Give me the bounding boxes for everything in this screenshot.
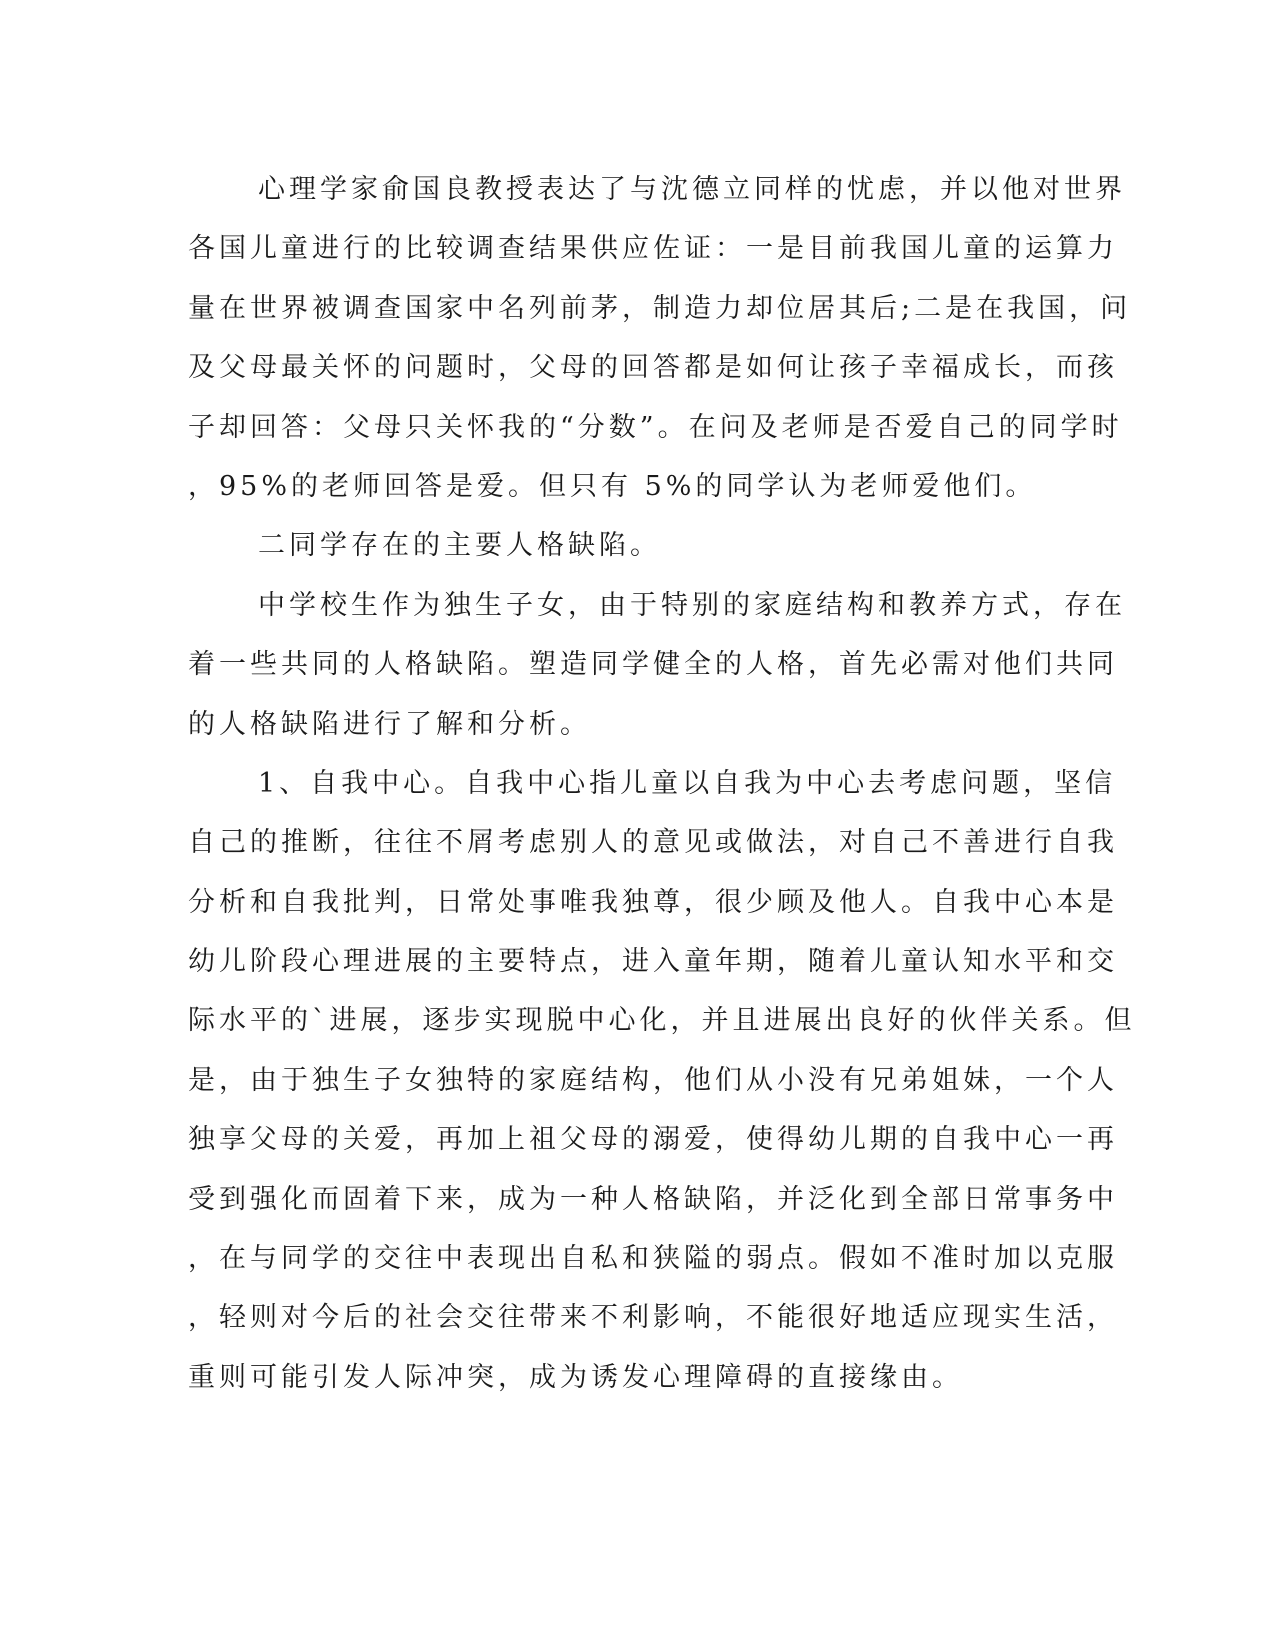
paragraph <box>188 516 1068 575</box>
text-line: 着一些共同的人格缺陷。塑造同学健全的人格，首先必需对他们共同 <box>188 649 1118 681</box>
text-line: 分析和自我批判，日常处事唯我独尊，很少顾及他人。自我中心本是 <box>188 886 1118 918</box>
text-line: ，95%的老师回答是爱。但只有 5%的同学认为老师爱他们。 <box>188 470 1037 502</box>
text-line: 受到强化而固着下来，成为一种人格缺陷，并泛化到全部日常事务中 <box>188 1183 1118 1215</box>
text-line: 量在世界被调查国家中名列前茅，制造力却位居其后;二是在我国，问 <box>188 292 1132 324</box>
text-line: 自己的推断，往往不屑考虑别人的意见或做法，对自己不善进行自我 <box>188 827 1118 859</box>
paragraph <box>188 754 1136 1407</box>
text-line: 心理学家俞国良教授表达了与沈德立同样的忧虑，并以他对世界 <box>258 174 1126 205</box>
paragraph <box>188 576 1126 754</box>
text-line: ，在与同学的交往中表现出自私和狭隘的弱点。假如不准时加以克服 <box>188 1243 1118 1275</box>
text-line: 重则可能引发人际冲突，成为诱发心理障碍的直接缘由。 <box>188 1361 963 1393</box>
text-line: 是，由于独生子女独特的家庭结构，他们从小没有兄弟姐妹，一个人 <box>188 1064 1118 1096</box>
text-line: ，轻则对今后的社会交往带来不利影响，不能很好地适应现实生活， <box>188 1302 1118 1334</box>
text-line: 的人格缺陷进行了解和分析。 <box>188 708 591 740</box>
text-line: 各国儿童进行的比较调查结果供应佐证：一是目前我国儿童的运算力 <box>188 233 1118 265</box>
text-line: 二同学存在的主要人格缺陷。 <box>258 530 661 562</box>
text-line: 独享父母的关爱，再加上祖父母的溺爱，使得幼儿期的自我中心一再 <box>188 1124 1118 1156</box>
text-line: 子却回答：父母只关怀我的“分数”。在问及老师是否爱自己的同学时 <box>188 411 1123 443</box>
text-line: 及父母最关怀的问题时，父母的回答都是如何让孩子幸福成长，而孩 <box>188 352 1118 384</box>
text-line: 1、自我中心。自我中心指儿童以自我为中心去考虑问题，坚信 <box>258 767 1117 799</box>
text-line: 际水平的`进展，逐步实现脱中心化，并且进展出良好的伙伴关系。但 <box>188 1005 1136 1037</box>
text-line: 中学校生作为独生子女，由于特别的家庭结构和教养方式，存在 <box>258 589 1126 621</box>
document-body <box>188 160 1136 1407</box>
paragraph <box>188 160 1132 516</box>
text-line: 幼儿阶段心理进展的主要特点，进入童年期，随着儿童认知水平和交 <box>188 946 1118 978</box>
